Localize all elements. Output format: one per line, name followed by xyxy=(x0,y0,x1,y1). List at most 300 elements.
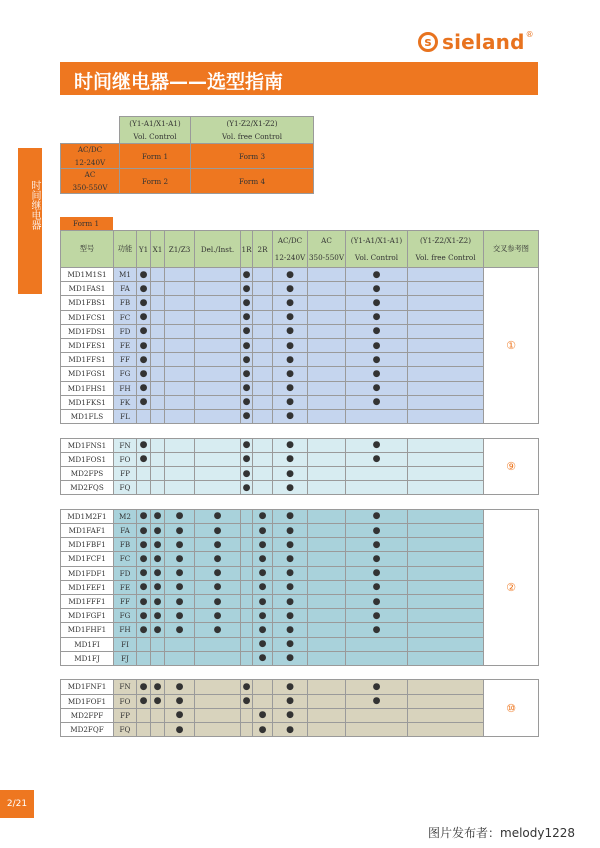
bullet-icon: ● xyxy=(372,582,381,593)
bullet-icon: ● xyxy=(153,681,162,692)
row-header-line: AC xyxy=(84,170,96,179)
feature-cell xyxy=(273,552,308,566)
feature-cell xyxy=(165,395,195,409)
feature-cell xyxy=(137,680,151,694)
feature-cell xyxy=(273,282,308,296)
feature-cell xyxy=(195,552,241,566)
feature-cell xyxy=(273,310,308,324)
feature-cell xyxy=(241,324,253,338)
feature-cell xyxy=(346,282,408,296)
feature-cell xyxy=(195,353,241,367)
feature-cell xyxy=(408,524,484,538)
feature-cell xyxy=(151,680,165,694)
feature-cell xyxy=(137,338,151,352)
bullet-icon: ● xyxy=(213,610,222,621)
feature-cell xyxy=(151,637,165,651)
model-cell: MD2FQF xyxy=(61,722,114,736)
feature-cell xyxy=(308,694,346,708)
bullet-icon: ● xyxy=(242,269,251,280)
model-cell: MD1FBS1 xyxy=(61,296,114,310)
separator-cell xyxy=(273,665,308,680)
corner-cell xyxy=(61,117,120,144)
bullet-icon: ● xyxy=(286,297,294,308)
bullet-icon: ● xyxy=(139,596,148,607)
header-line: AC/DC xyxy=(277,236,303,245)
feature-cell xyxy=(241,708,253,722)
feature-cell xyxy=(151,282,165,296)
feature-cell xyxy=(241,409,253,423)
bullet-icon: ● xyxy=(153,624,162,635)
bullet-icon: ● xyxy=(139,568,148,579)
model-cell: MD1FAS1 xyxy=(61,282,114,296)
feature-cell xyxy=(308,637,346,651)
header-line: (Y1-Z2/X1-Z2) xyxy=(419,236,472,245)
function-cell: FP xyxy=(114,708,137,722)
feature-cell xyxy=(346,466,408,480)
feature-cell xyxy=(253,409,273,423)
group-separator xyxy=(61,665,539,680)
model-cell: MD1FOF1 xyxy=(61,694,114,708)
feature-cell xyxy=(151,651,165,665)
bullet-icon: ● xyxy=(153,610,162,621)
feature-cell xyxy=(346,708,408,722)
feature-cell xyxy=(195,466,241,480)
bullet-icon: ● xyxy=(139,312,148,323)
feature-cell xyxy=(151,708,165,722)
bullet-icon: ● xyxy=(258,525,267,536)
feature-cell xyxy=(273,324,308,338)
header-vol-control xyxy=(346,231,408,268)
header-line: (Y1-A1/X1-A1) xyxy=(350,236,403,245)
bullet-icon: ● xyxy=(139,696,148,707)
cross-ref-cell: ① xyxy=(484,268,539,424)
bullet-icon: ● xyxy=(286,283,294,294)
separator-cell xyxy=(114,495,137,510)
feature-cell xyxy=(346,324,408,338)
feature-cell xyxy=(195,282,241,296)
function-cell: FC xyxy=(114,310,137,324)
bullet-icon: ● xyxy=(372,568,381,579)
feature-cell xyxy=(308,381,346,395)
bullet-icon: ● xyxy=(242,696,251,707)
feature-cell xyxy=(308,509,346,523)
function-cell: M2 xyxy=(114,509,137,523)
feature-cell xyxy=(151,452,165,466)
col-header-line: (Y1-A1/X1-A1) xyxy=(129,119,181,128)
feature-cell xyxy=(273,409,308,423)
bullet-icon: ● xyxy=(175,539,184,550)
bullet-icon: ● xyxy=(372,383,381,394)
separator-cell xyxy=(165,424,195,439)
bullet-icon: ● xyxy=(372,539,381,550)
feature-cell xyxy=(253,353,273,367)
bullet-icon: ● xyxy=(372,368,381,379)
feature-cell xyxy=(346,623,408,637)
header-model: 型号 xyxy=(61,231,114,268)
feature-cell xyxy=(241,367,253,381)
bullet-icon: ● xyxy=(286,724,294,735)
feature-cell xyxy=(346,524,408,538)
feature-cell xyxy=(151,566,165,580)
feature-cell xyxy=(273,268,308,282)
feature-cell xyxy=(151,409,165,423)
feature-cell xyxy=(408,651,484,665)
bullet-icon: ● xyxy=(286,639,294,650)
feature-cell xyxy=(273,395,308,409)
feature-cell xyxy=(165,722,195,736)
feature-cell xyxy=(253,338,273,352)
function-cell: FO xyxy=(114,694,137,708)
feature-cell xyxy=(253,694,273,708)
feature-cell xyxy=(308,580,346,594)
feature-cell xyxy=(241,566,253,580)
bullet-icon: ● xyxy=(139,297,148,308)
table-row xyxy=(61,637,539,651)
header-acdc xyxy=(273,231,308,268)
feature-cell xyxy=(241,466,253,480)
bullet-icon: ● xyxy=(258,624,267,635)
bullet-icon: ● xyxy=(139,440,148,451)
bullet-icon: ● xyxy=(139,610,148,621)
feature-cell xyxy=(241,310,253,324)
feature-cell xyxy=(195,538,241,552)
table-row xyxy=(61,324,539,338)
feature-cell xyxy=(151,310,165,324)
bullet-icon: ● xyxy=(286,354,294,365)
separator-cell xyxy=(346,495,408,510)
feature-cell xyxy=(408,580,484,594)
feature-cell xyxy=(165,524,195,538)
separator-cell xyxy=(61,495,114,510)
bullet-icon: ● xyxy=(153,568,162,579)
feature-cell xyxy=(253,538,273,552)
feature-cell xyxy=(151,694,165,708)
bullet-icon: ● xyxy=(139,283,148,294)
function-cell: FP xyxy=(114,466,137,480)
bullet-icon: ● xyxy=(372,525,381,536)
feature-cell xyxy=(253,580,273,594)
feature-cell xyxy=(151,353,165,367)
separator-cell xyxy=(346,665,408,680)
feature-cell xyxy=(408,680,484,694)
feature-cell xyxy=(253,637,273,651)
feature-cell xyxy=(273,566,308,580)
bullet-icon: ● xyxy=(258,610,267,621)
feature-cell xyxy=(241,438,253,452)
feature-cell xyxy=(273,452,308,466)
bullet-icon: ● xyxy=(258,724,267,735)
feature-cell xyxy=(151,395,165,409)
bullet-icon: ● xyxy=(286,312,294,323)
col-header-line: Vol. Control xyxy=(133,132,177,141)
model-cell: MD1FNS1 xyxy=(61,438,114,452)
bullet-icon: ● xyxy=(372,440,381,451)
header-line: Vol. Control xyxy=(354,253,399,262)
feature-cell xyxy=(151,381,165,395)
bullet-icon: ● xyxy=(175,568,184,579)
bullet-icon: ● xyxy=(175,525,184,536)
feature-cell xyxy=(195,609,241,623)
bullet-icon: ● xyxy=(372,312,381,323)
model-cell: MD1FCS1 xyxy=(61,310,114,324)
feature-cell xyxy=(165,680,195,694)
function-cell: M1 xyxy=(114,268,137,282)
bullet-icon: ● xyxy=(286,696,294,707)
feature-cell xyxy=(408,538,484,552)
feature-cell xyxy=(346,566,408,580)
feature-cell xyxy=(408,268,484,282)
function-cell: FO xyxy=(114,452,137,466)
header-vol-free-control xyxy=(408,231,484,268)
feature-cell xyxy=(253,623,273,637)
feature-cell xyxy=(273,680,308,694)
bullet-icon: ● xyxy=(372,681,381,692)
feature-cell xyxy=(165,296,195,310)
feature-cell xyxy=(137,395,151,409)
feature-cell xyxy=(195,296,241,310)
feature-cell xyxy=(308,466,346,480)
table-row xyxy=(61,466,539,480)
header-line: Vol. free Control xyxy=(415,253,476,262)
function-cell: FA xyxy=(114,524,137,538)
bullet-icon: ● xyxy=(175,681,184,692)
bullet-icon: ● xyxy=(153,696,162,707)
function-cell: FD xyxy=(114,324,137,338)
header-1r: 1R xyxy=(241,231,253,268)
separator-cell xyxy=(273,495,308,510)
feature-cell xyxy=(308,324,346,338)
bullet-icon: ● xyxy=(372,326,381,337)
separator-cell xyxy=(241,424,253,439)
table-row xyxy=(61,367,539,381)
feature-cell xyxy=(137,552,151,566)
table-row xyxy=(61,594,539,608)
model-cell: MD1FDS1 xyxy=(61,324,114,338)
feature-cell xyxy=(346,296,408,310)
feature-cell xyxy=(165,552,195,566)
feature-cell xyxy=(151,296,165,310)
table-row xyxy=(61,381,539,395)
feature-cell xyxy=(408,708,484,722)
feature-cell xyxy=(241,651,253,665)
form-label: Form 1 xyxy=(60,217,113,230)
model-cell: MD1FNF1 xyxy=(61,680,114,694)
table-row xyxy=(61,296,539,310)
feature-cell xyxy=(195,651,241,665)
overview-cell: Form 3 xyxy=(191,144,314,169)
feature-cell xyxy=(241,609,253,623)
feature-cell xyxy=(137,538,151,552)
feature-cell xyxy=(137,409,151,423)
feature-cell xyxy=(346,381,408,395)
feature-cell xyxy=(137,637,151,651)
feature-cell xyxy=(346,609,408,623)
separator-cell xyxy=(253,495,273,510)
model-cell: MD2FPS xyxy=(61,466,114,480)
feature-cell xyxy=(195,509,241,523)
table-row xyxy=(61,282,539,296)
feature-cell xyxy=(165,282,195,296)
separator-cell xyxy=(308,665,346,680)
function-cell: FF xyxy=(114,353,137,367)
table-row xyxy=(61,268,539,282)
form-label-row xyxy=(61,217,539,231)
feature-cell xyxy=(195,268,241,282)
feature-cell xyxy=(346,637,408,651)
title-bar xyxy=(60,62,538,95)
separator-cell xyxy=(137,424,151,439)
feature-cell xyxy=(195,438,241,452)
row-header-line: 12-240V xyxy=(74,158,106,167)
feature-cell xyxy=(241,680,253,694)
feature-cell xyxy=(253,310,273,324)
bullet-icon: ● xyxy=(286,411,294,422)
feature-cell xyxy=(165,623,195,637)
function-cell: FG xyxy=(114,609,137,623)
table-row xyxy=(61,552,539,566)
feature-cell xyxy=(308,409,346,423)
feature-cell xyxy=(346,680,408,694)
bullet-icon: ● xyxy=(153,539,162,550)
table-row xyxy=(61,524,539,538)
bullet-icon: ● xyxy=(286,340,294,351)
feature-cell xyxy=(151,481,165,495)
bullet-icon: ● xyxy=(372,283,381,294)
feature-cell xyxy=(408,481,484,495)
feature-cell xyxy=(273,708,308,722)
feature-cell xyxy=(346,338,408,352)
bullet-icon: ● xyxy=(372,624,381,635)
feature-cell xyxy=(273,367,308,381)
feature-cell xyxy=(137,438,151,452)
function-cell: FH xyxy=(114,381,137,395)
bullet-icon: ● xyxy=(258,596,267,607)
feature-cell xyxy=(151,268,165,282)
feature-cell xyxy=(137,722,151,736)
feature-cell xyxy=(253,452,273,466)
function-cell: FD xyxy=(114,566,137,580)
bullet-icon: ● xyxy=(213,568,222,579)
feature-cell xyxy=(241,395,253,409)
header-cross-ref: 交叉参考图 xyxy=(484,231,539,268)
bullet-icon: ● xyxy=(153,582,162,593)
feature-cell xyxy=(137,481,151,495)
model-cell: MD1FHS1 xyxy=(61,381,114,395)
bullet-icon: ● xyxy=(286,383,294,394)
feature-cell xyxy=(253,552,273,566)
model-cell: MD2FQS xyxy=(61,481,114,495)
feature-cell xyxy=(408,282,484,296)
feature-cell xyxy=(408,395,484,409)
model-cell: MD1FJ xyxy=(61,651,114,665)
function-cell: FH xyxy=(114,623,137,637)
header-line: 12-240V xyxy=(274,253,306,262)
bullet-icon: ● xyxy=(242,297,251,308)
overview-cell: Form 2 xyxy=(120,169,191,194)
bullet-icon: ● xyxy=(372,454,381,465)
bullet-icon: ● xyxy=(175,724,184,735)
feature-cell xyxy=(195,694,241,708)
feature-cell xyxy=(308,310,346,324)
feature-cell xyxy=(165,353,195,367)
bullet-icon: ● xyxy=(286,568,294,579)
bullet-icon: ● xyxy=(242,468,251,479)
bullet-icon: ● xyxy=(286,596,294,607)
feature-cell xyxy=(241,452,253,466)
feature-cell xyxy=(408,722,484,736)
feature-cell xyxy=(137,609,151,623)
function-cell: FF xyxy=(114,594,137,608)
model-cell: MD1FHF1 xyxy=(61,623,114,637)
page-number: 2/21 xyxy=(0,790,34,818)
feature-cell xyxy=(253,566,273,580)
feature-cell xyxy=(151,367,165,381)
feature-cell xyxy=(273,722,308,736)
table-row xyxy=(61,438,539,452)
feature-cell xyxy=(408,324,484,338)
separator-cell xyxy=(308,495,346,510)
bullet-icon: ● xyxy=(258,582,267,593)
bullet-icon: ● xyxy=(139,582,148,593)
logo-mark-icon: s xyxy=(418,32,438,52)
registered-mark: ® xyxy=(525,29,534,39)
cross-ref-cell: ⑨ xyxy=(484,438,539,495)
feature-cell xyxy=(151,324,165,338)
separator-cell xyxy=(137,495,151,510)
col-header-line: Vol. free Control xyxy=(221,132,283,141)
header-z1z3: Z1/Z3 xyxy=(165,231,195,268)
feature-cell xyxy=(195,395,241,409)
feature-cell xyxy=(195,637,241,651)
feature-cell xyxy=(137,282,151,296)
feature-cell xyxy=(346,310,408,324)
feature-cell xyxy=(151,466,165,480)
bullet-icon: ● xyxy=(286,482,294,493)
separator-cell xyxy=(408,495,484,510)
feature-cell xyxy=(346,538,408,552)
bullet-icon: ● xyxy=(153,596,162,607)
table-row xyxy=(61,481,539,495)
feature-cell xyxy=(346,651,408,665)
feature-cell xyxy=(137,580,151,594)
feature-cell xyxy=(195,310,241,324)
feature-cell xyxy=(346,509,408,523)
feature-cell xyxy=(151,338,165,352)
feature-cell xyxy=(273,509,308,523)
feature-cell xyxy=(408,694,484,708)
bullet-icon: ● xyxy=(286,269,294,280)
feature-cell xyxy=(273,694,308,708)
feature-cell xyxy=(165,381,195,395)
feature-cell xyxy=(165,481,195,495)
separator-cell xyxy=(253,424,273,439)
feature-cell xyxy=(253,722,273,736)
feature-cell xyxy=(308,524,346,538)
feature-cell xyxy=(253,680,273,694)
feature-cell xyxy=(195,566,241,580)
function-cell: FE xyxy=(114,580,137,594)
feature-cell xyxy=(346,580,408,594)
feature-cell xyxy=(253,395,273,409)
model-cell: MD1M1S1 xyxy=(61,268,114,282)
feature-cell xyxy=(165,268,195,282)
feature-cell xyxy=(241,580,253,594)
overview-col-header xyxy=(191,117,314,144)
feature-cell xyxy=(273,580,308,594)
table-row xyxy=(61,680,539,694)
feature-cell xyxy=(273,594,308,608)
cross-ref-cell: ② xyxy=(484,509,539,665)
